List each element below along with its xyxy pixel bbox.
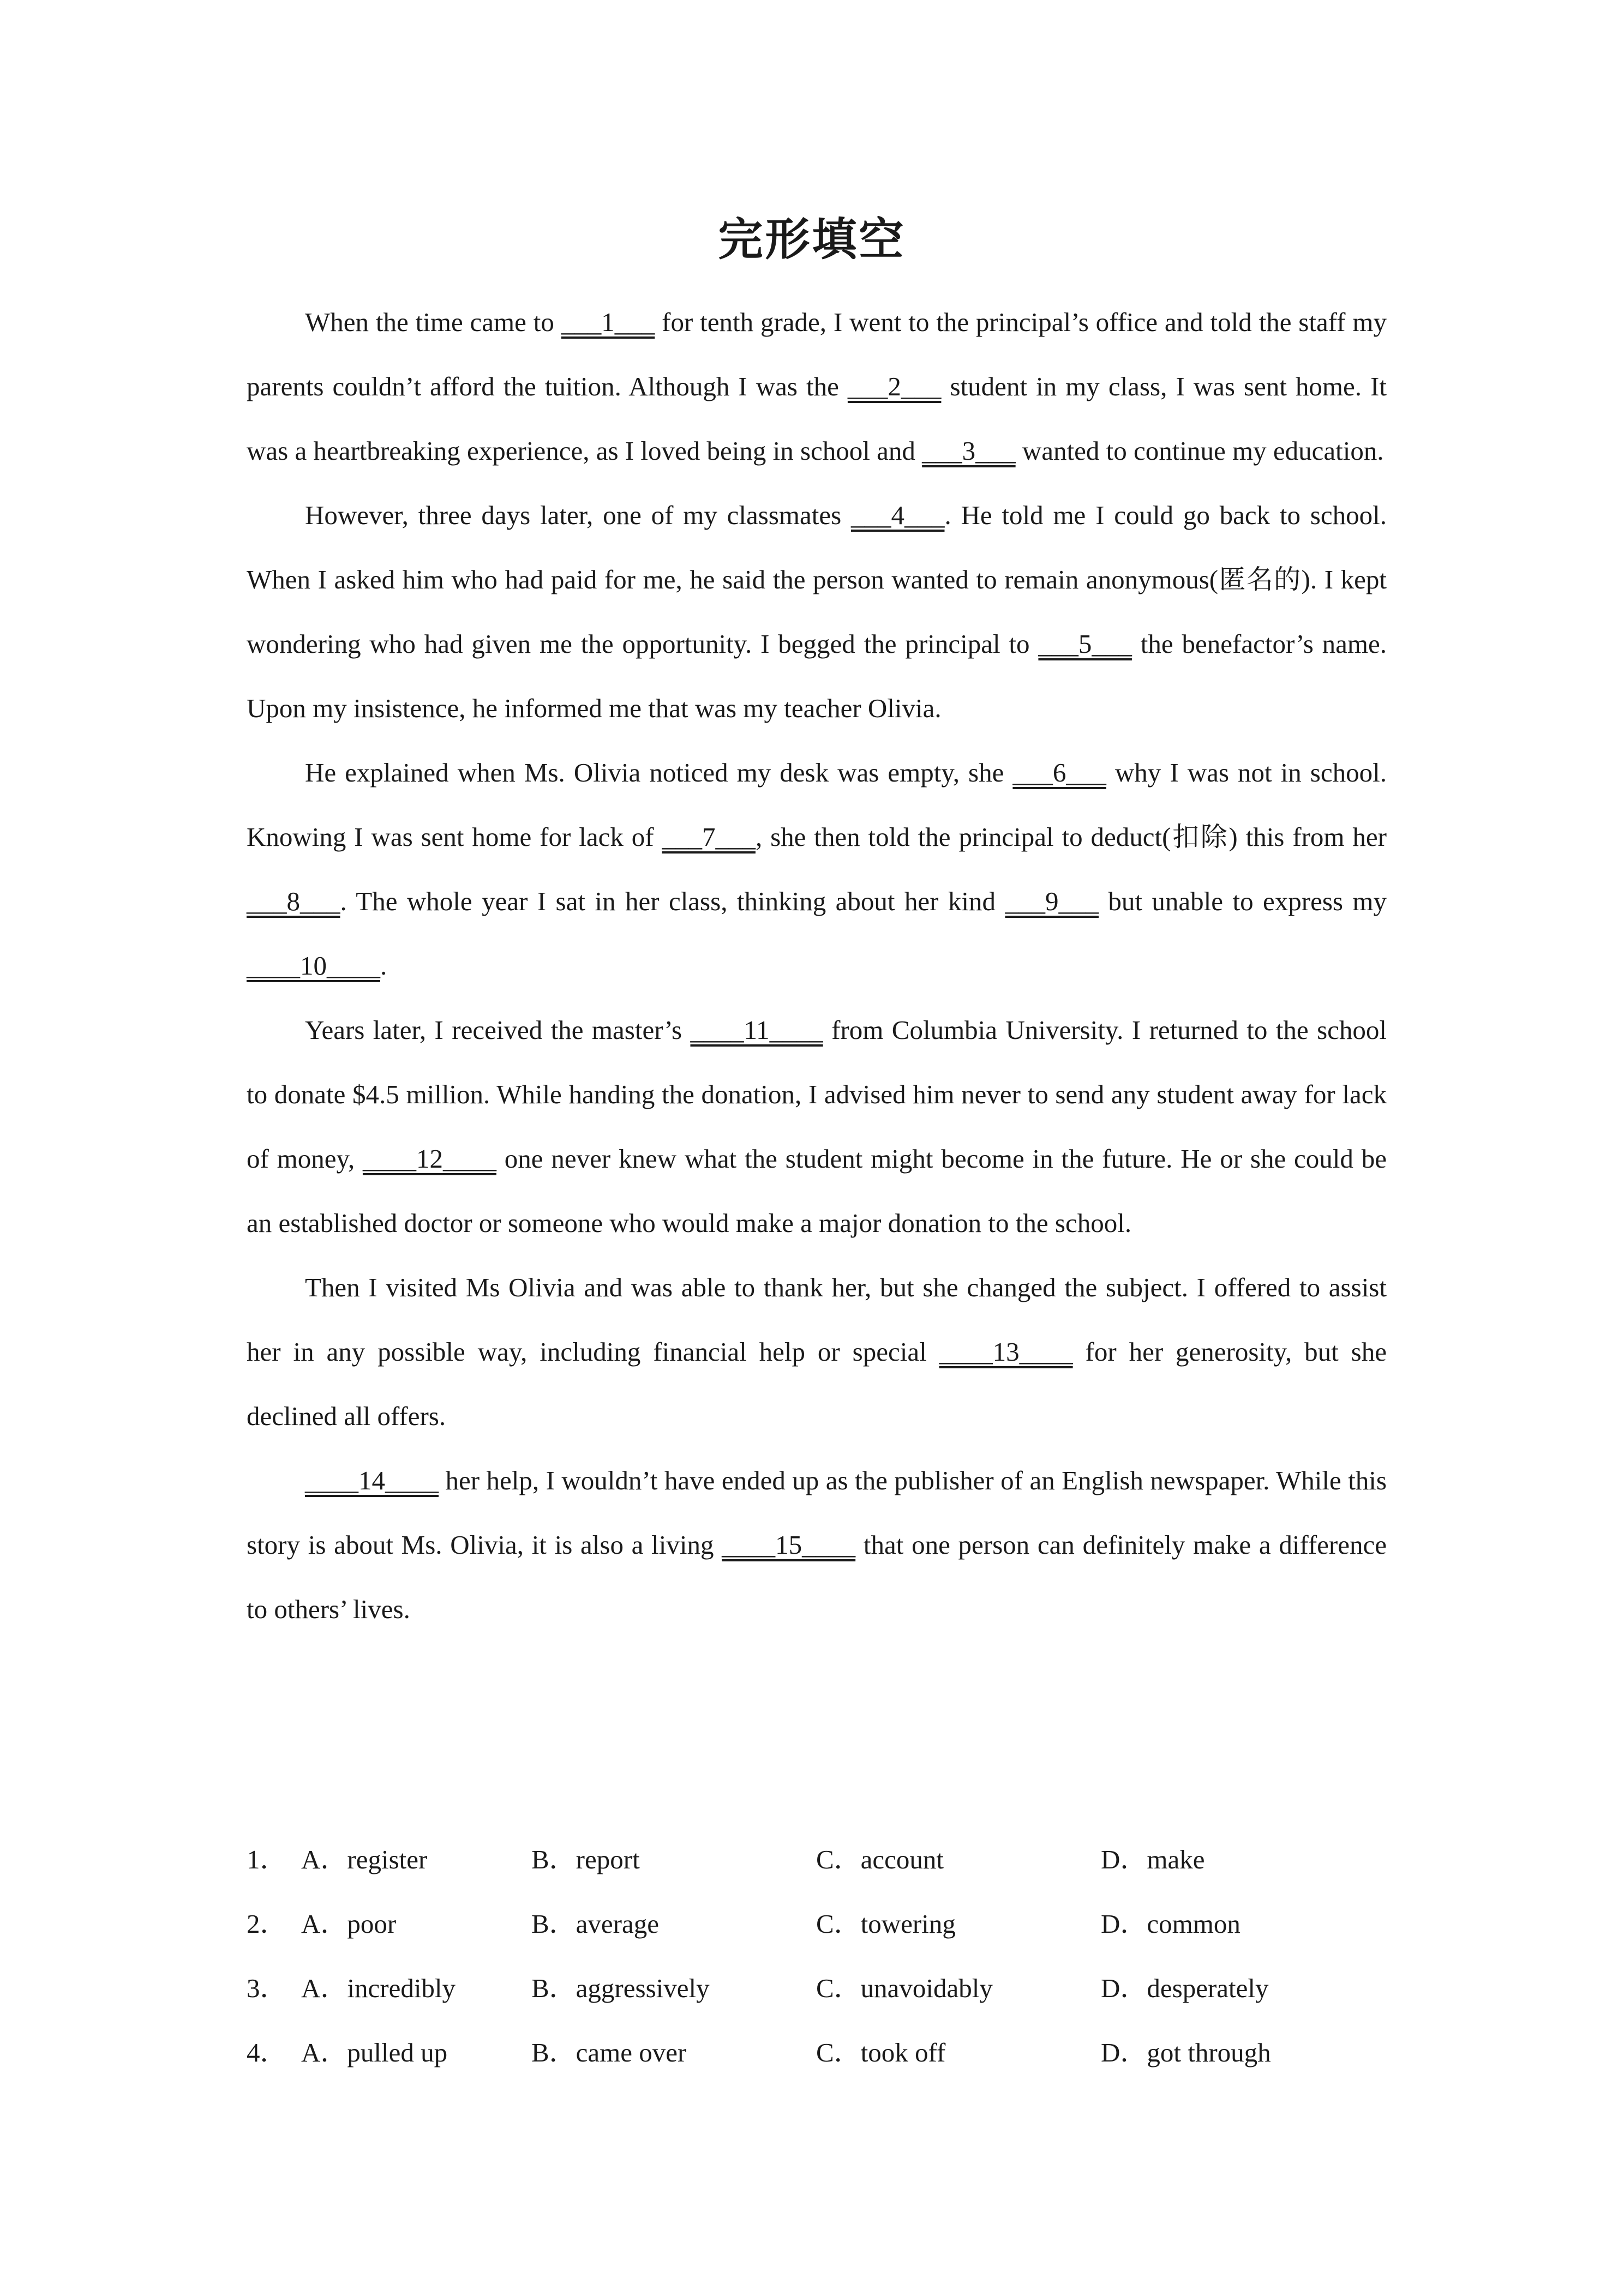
blank: ___6___	[1012, 758, 1106, 788]
answer-option: A．register	[301, 1844, 428, 1874]
question-number: 3．	[247, 1973, 287, 2003]
passage-text: Years later, I received the master’s	[305, 1015, 691, 1045]
question-row	[247, 1828, 1387, 1892]
passage-text: . The whole year I sat in her class, thinking about her kind	[340, 886, 1005, 916]
answer-option: C．towering	[816, 1909, 956, 1939]
passage-text: . He told me I could go back to school. When I asked him who had paid for me, he said the person wanted to remain anonymous(匿名的). I kept wondering who had given me the opportunity. I begged the principal to	[247, 500, 1387, 659]
question-number: 1．	[247, 1844, 287, 1874]
question-number: 2．	[247, 1909, 287, 1939]
blank: ____13____	[939, 1337, 1073, 1367]
answer-option: C．unavoidably	[816, 1973, 993, 2003]
question-row	[247, 1892, 1387, 1956]
passage-text: Then I visited Ms Olivia and was able to thank her, but she changed the subject. I offered to assist her in any possible way, including financial help or special	[247, 1272, 1387, 1367]
answer-option: B．came over	[531, 2037, 687, 2067]
blank: ____10____	[247, 951, 380, 981]
passage-text: When the time came to	[305, 307, 561, 337]
passage-text: her help, I wouldn’t have ended up as the publisher of an English newspaper. While this story is about Ms. Olivia, it is also a living	[247, 1465, 1387, 1560]
passage-text: .	[380, 951, 387, 981]
question-row	[247, 2021, 1387, 2085]
question-options	[247, 1828, 1387, 2085]
passage-text: However, three days later, one of my classmates	[305, 500, 851, 530]
answer-option: D．common	[1101, 1909, 1241, 1939]
blank: ___1___	[561, 307, 655, 337]
answer-option: B．aggressively	[531, 1973, 710, 2003]
answer-option: A．pulled up	[301, 2037, 448, 2067]
passage-text: that one person can definitely make a difference to others’ lives.	[247, 1530, 1387, 1624]
passage-text: He explained when Ms. Olivia noticed my desk was empty, she	[305, 758, 1013, 788]
passage-paragraph	[247, 1255, 1387, 1448]
blank: ___7___	[662, 822, 756, 852]
passage-text: student in my class, I was sent home. It was a heartbreaking experience, as I loved being in school and	[247, 371, 1387, 466]
page-title: 完形填空	[718, 214, 906, 266]
question-number: 4．	[247, 2037, 287, 2067]
answer-option: A．incredibly	[301, 1973, 456, 2003]
blank: ___8___	[247, 886, 340, 916]
answer-option: C．account	[816, 1844, 944, 1874]
blank: ____14____	[305, 1465, 439, 1495]
blank: ___2___	[847, 371, 942, 401]
answer-option: C．took off	[816, 2037, 946, 2067]
passage-paragraph	[247, 741, 1387, 998]
passage-text: the benefactor’s name. Upon my insistence, he informed me that was my teacher Olivia.	[247, 629, 1387, 723]
blank: ___9___	[1005, 886, 1099, 916]
answer-option: A．poor	[301, 1909, 397, 1939]
cloze-passage	[247, 290, 1387, 1642]
passage-text: for tenth grade, I went to the principal’s office and told the staff my parents couldn’t afford the tuition. Although I was the	[247, 307, 1387, 401]
passage-paragraph	[247, 998, 1387, 1255]
passage-text: from Columbia University. I returned to the school to donate $4.5 million. While handing the donation, I advised him never to send any student away for lack of money,	[247, 1015, 1387, 1174]
blank: ___3___	[922, 436, 1016, 466]
blank: ____15____	[722, 1530, 856, 1560]
blank: ____12____	[362, 1144, 496, 1174]
passage-text: for her generosity, but she declined all offers.	[247, 1337, 1387, 1431]
question-row	[247, 1956, 1387, 2021]
answer-option: B．average	[531, 1909, 659, 1939]
blank: ___5___	[1038, 629, 1132, 659]
blank: ___4___	[850, 500, 945, 530]
passage-text: wanted to continue my education.	[1015, 436, 1384, 466]
passage-text: , she then told the principal to deduct(扣除) this from her	[755, 822, 1387, 852]
passage-paragraph	[247, 483, 1387, 741]
passage-paragraph	[247, 1448, 1387, 1642]
answer-option: B．report	[531, 1844, 640, 1874]
passage-text: but unable to express my	[1098, 886, 1387, 916]
passage-paragraph	[247, 290, 1387, 483]
passage-text: one never knew what the student might become in the future. He or she could be an established doctor or someone who would make a major donation to the school.	[247, 1144, 1387, 1238]
passage-text: why I was not in school. Knowing I was sent home for lack of	[247, 758, 1387, 852]
answer-option: D．desperately	[1101, 1973, 1269, 2003]
blank: ____11____	[690, 1015, 823, 1045]
answer-option: D．got through	[1101, 2037, 1271, 2067]
answer-option: D．make	[1101, 1844, 1205, 1874]
